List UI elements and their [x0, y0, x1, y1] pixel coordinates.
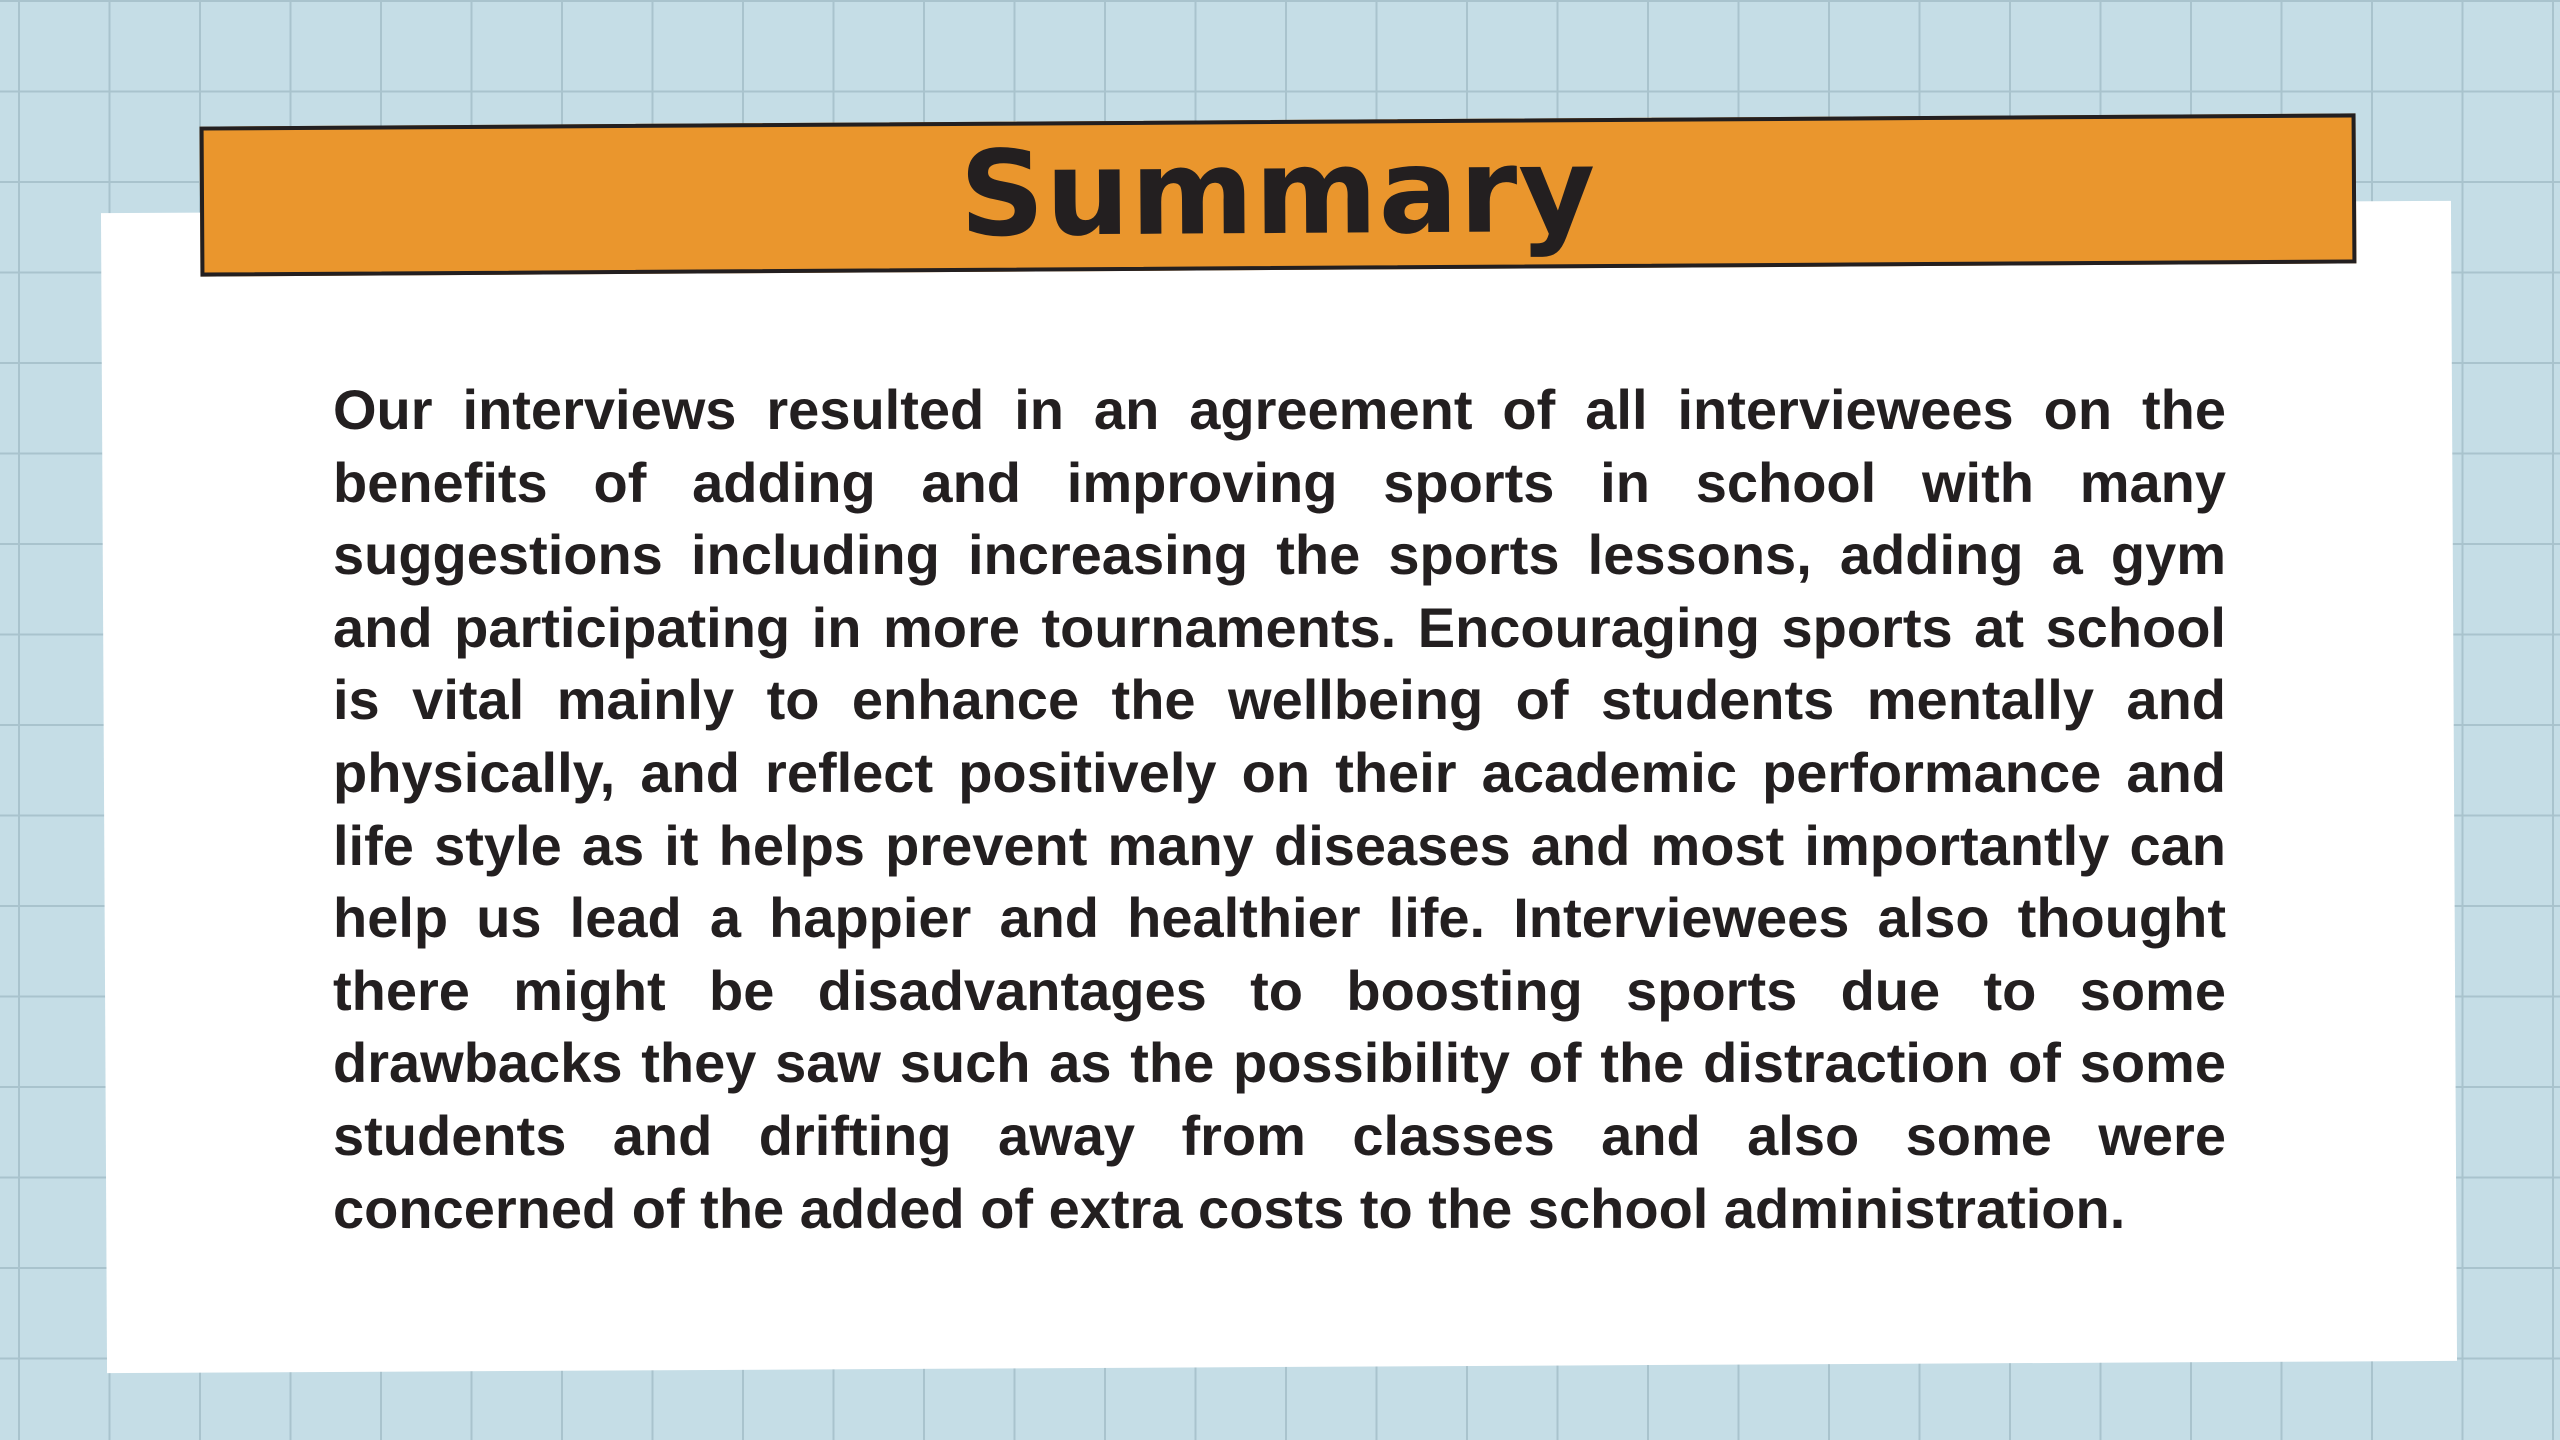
summary-paragraph: Our interviews resulted in an agreement of all interviewees on the benefits of adding and improving sports in school with many suggestions including increasing the sports lessons, adding a gym and participating in more tournaments. Encouraging sports at school is vital mainly to enhance the wellbeing of students mentally and physically, and reflect positively on their academic performance and life style as it helps prevent many diseases and most importantly can help us lead a happier and healthier life. Interviewees also thought there might be disadvantages to boosting sports due to some drawbacks they saw such as the possibility of the distraction of some students and drifting away from classes and also some were concerned of the added of extra costs to the school administration.	[333, 378, 2226, 1240]
title-banner	[200, 113, 2357, 276]
page-title: Summary	[959, 121, 1597, 263]
